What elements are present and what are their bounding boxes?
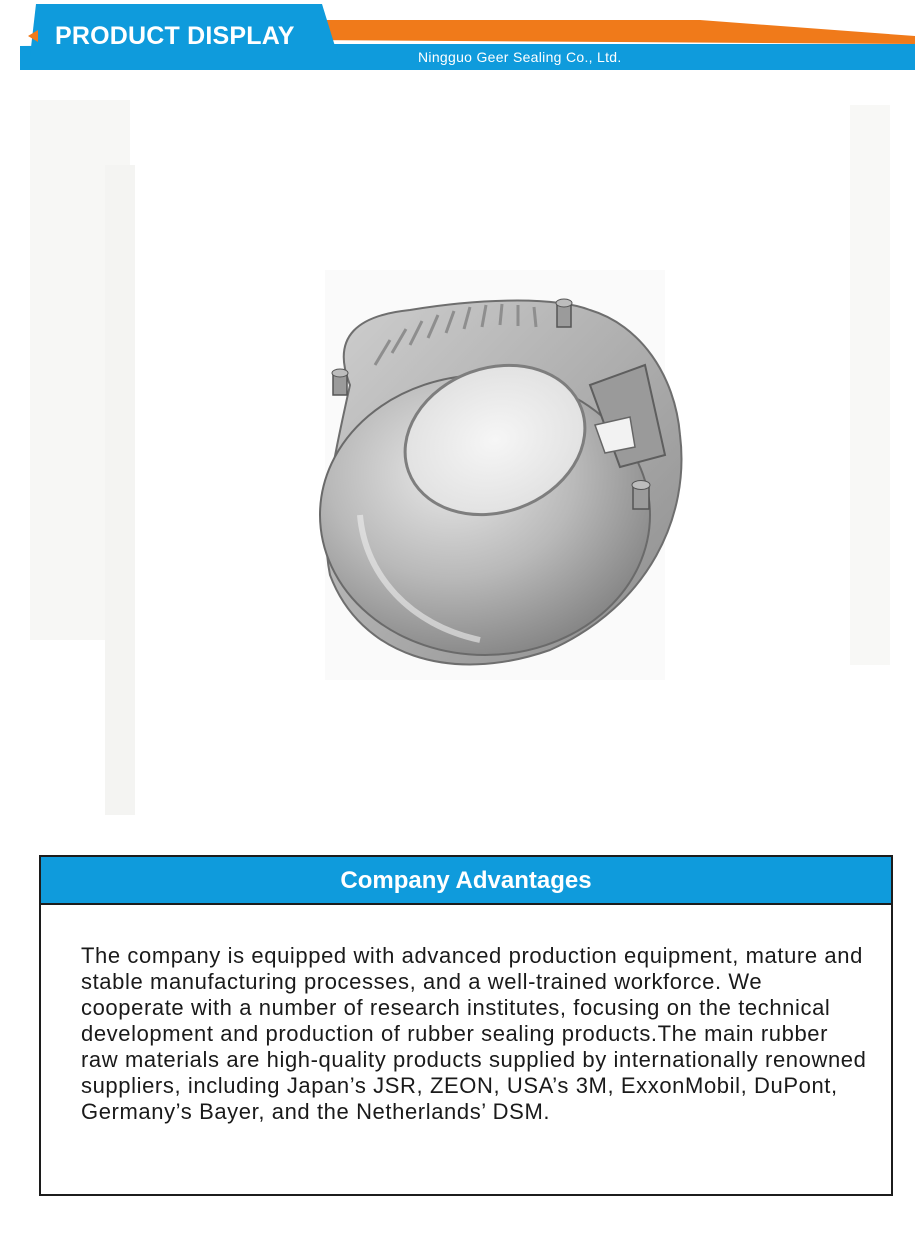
company-name: Ningguo Geer Sealing Co., Ltd.	[418, 49, 622, 65]
header-banner	[0, 0, 915, 80]
advantages-heading: Company Advantages	[41, 857, 891, 905]
product-photo	[30, 95, 890, 815]
company-advantages-panel	[39, 855, 893, 1196]
advantages-text: The company is equipped with advanced production equipment, mature and stable manufacturing processes, and a well-trained workforce. We cooperate with a number of research institutes, focusing on the technical development and production of rubber sealing products.The main rubber raw materials are high-quality products supplied by internationally renowned suppliers, including Japan’s JSR, ZEON, USA’s 3M, ExxonMobil, DuPont, Germany’s Bayer, and the Netherlands’ DSM.	[81, 943, 867, 1124]
page-title: PRODUCT DISPLAY	[55, 22, 295, 50]
product-image	[30, 95, 890, 815]
